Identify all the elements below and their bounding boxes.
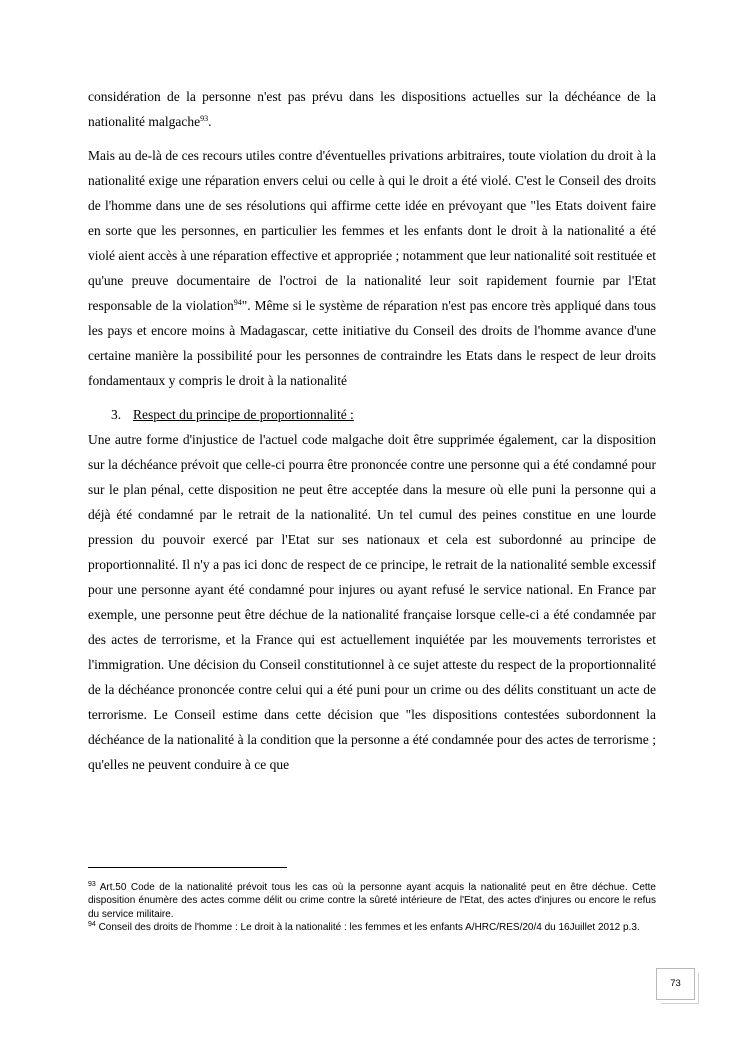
footnote-94: [88, 921, 656, 934]
paragraph-3: Une autre forme d'injustice de l'actuel code malgache doit être supprimée également, car la disposition sur la déchéance prévoit que celle-ci pourra être prononcée contre une personne qui a été condamné pour sur le plan pénal, cette disposition ne peut être acceptée dans la mesure où elle puni la personne qui a déjà été condamné par le retrait de la nationalité. Un tel cumul des peines constitue en une lourde pression du pouvoir exercé par l'Etat sur ses nationaux et cela est subordonné au principe de proportionnalité. Il n'y a pas ici donc de respect de ce principe, le retrait de la nationalité semble excessif pour une personne ayant été condamné pour injures ou ayant refusé le service national. En France par exemple, une personne peut être déchue de la nationalité française lorsque celle-ci a été condamnée par des actes de terrorisme, et la France qui est actuellement inquiétée par les mouvements terroristes et l'immigration. Une décision du Conseil constitutionnel à ce sujet atteste du respect de la proportionnalité de la déchéance prononcée contre celui qui a été puni pour un crime ou des délits constituant un acte de terrorisme. Le Conseil estime dans cette décision que "les dispositions contestées subordonnent la déchéance de la nationalité à la condition que la personne a été condamnée pour des actes de terrorisme ; qu'elles ne peuvent conduire à ce que: [88, 432, 656, 772]
page-number: 73: [656, 968, 695, 1000]
section-title: Respect du principe de proportionnalité :: [133, 407, 354, 422]
footnotes: [88, 881, 656, 935]
footnote-93: [88, 881, 656, 921]
footnote-ref-93[interactable]: 93: [200, 114, 209, 123]
section-heading-3: [88, 402, 656, 427]
paragraph-2-text: Mais au de-là de ces recours utiles contre d'éventuelles privations arbitraires, toute violation du droit à la nationalité exige une réparation envers celui ou celle à qui le droit a été violé. C'est le Conseil des droits de l'homme dans une de ses résolutions qui affirme cette idée en prévoyant que "les Etats doivent faire en sorte que les personnes, en particulier les femmes et les enfants dont le droit à la nationalité a été violé aient accès à une réparation effective et appropriée ; notamment que leur nationalité soit restituée et qu'une preuve documentaire de l'octroi de la nationalité leur soit rapidement fournie par l'Etat responsable de la violation: [88, 148, 657, 313]
footnote-ref-94[interactable]: 94: [233, 298, 242, 307]
paragraph-1-text: considération de la personne n'est pas prévu dans les dispositions actuelles sur la déchéance de la nationalité malgache: [88, 89, 656, 129]
footnote-separator: [88, 867, 287, 868]
section-number: 3.: [111, 407, 122, 422]
paragraph-2: [88, 143, 656, 393]
footnote-93-text: Art.50 Code de la nationalité prévoit tous les cas où la personne ayant acquis la nationalité peut en être déchue. Cette disposition énumère des actes comme délit ou crime contre la sûreté intérieure de l'Etat, des actes d'injures ou encore le refus du service militaire.: [88, 882, 656, 920]
footnote-94-text: Conseil des droits de l'homme : Le droit à la nationalité : les femmes et les enfants A/HRC/RES/20/4 du 16Juillet 2012 p.3.: [95, 922, 640, 934]
footnote-94-marker: 94: [88, 921, 96, 929]
page-body: [88, 84, 656, 777]
footnote-93-marker: 93: [88, 881, 96, 888]
paragraph-1: [88, 84, 656, 134]
paragraph-2-continuation: ". Même si le système de réparation n'est pas encore très appliqué dans tous les pays et encore moins à Madagascar, cette initiative du Conseil des droits de l'homme avance d'une certaine manière la possibilité pour les personnes de contraindre les Etats dans le respect de leur droits fondamentaux y compris le droit à la nationalité: [88, 298, 656, 388]
paragraph-1-end: .: [208, 114, 212, 129]
